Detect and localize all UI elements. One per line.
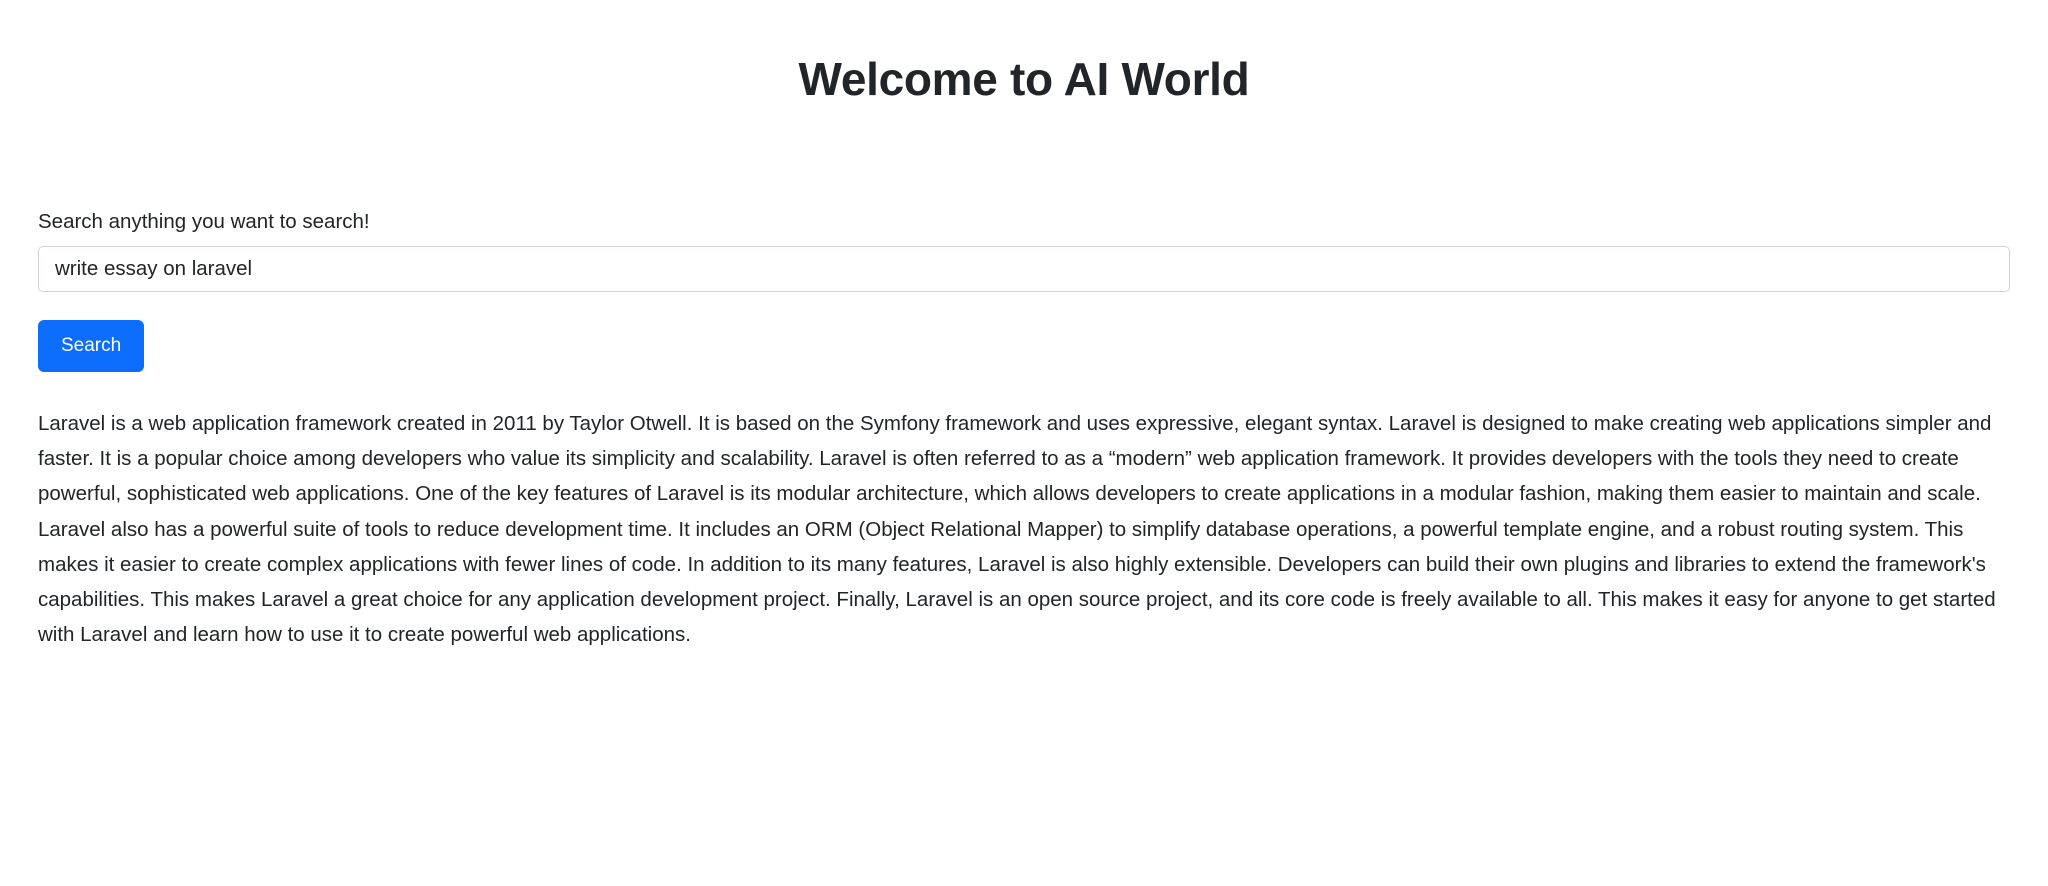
page-container (0, 52, 2048, 653)
search-button[interactable]: Search (38, 320, 144, 372)
search-input-label: Search anything you want to search! (38, 210, 370, 234)
search-form (38, 209, 2010, 372)
page-title: Welcome to AI World (798, 53, 1250, 105)
search-result-text: Laravel is a web application framework created in 2011 by Taylor Otwell. It is based on the Symfony framework and uses expressive, elegant syntax. Laravel is designed to make creating web applications simpler and faster. It is a popular choice among developers who value its simplicity and scalability. Laravel is often referred to as a “modern” web application framework. It provides developers with the tools they need to create powerful, sophisticated web applications. One of the key features of Laravel is its modular architecture, which allows developers to create applications in a modular fashion, making them easier to maintain and scale. Laravel also has a powerful suite of tools to reduce development time. It includes an ORM (Object Relational Mapper) to simplify database operations, a powerful template engine, and a robust routing system. This makes it easier to create complex applications with fewer lines of code. In addition to its many features, Laravel is also highly extensible. Developers can build their own plugins and libraries to extend the framework's capabilities. This makes Laravel a great choice for any application development project. Finally, Laravel is an open source project, and its core code is freely available to all. This makes it easy for anyone to get started with Laravel and learn how to use it to create powerful web applications. (38, 411, 1996, 647)
search-input[interactable] (38, 246, 2010, 292)
